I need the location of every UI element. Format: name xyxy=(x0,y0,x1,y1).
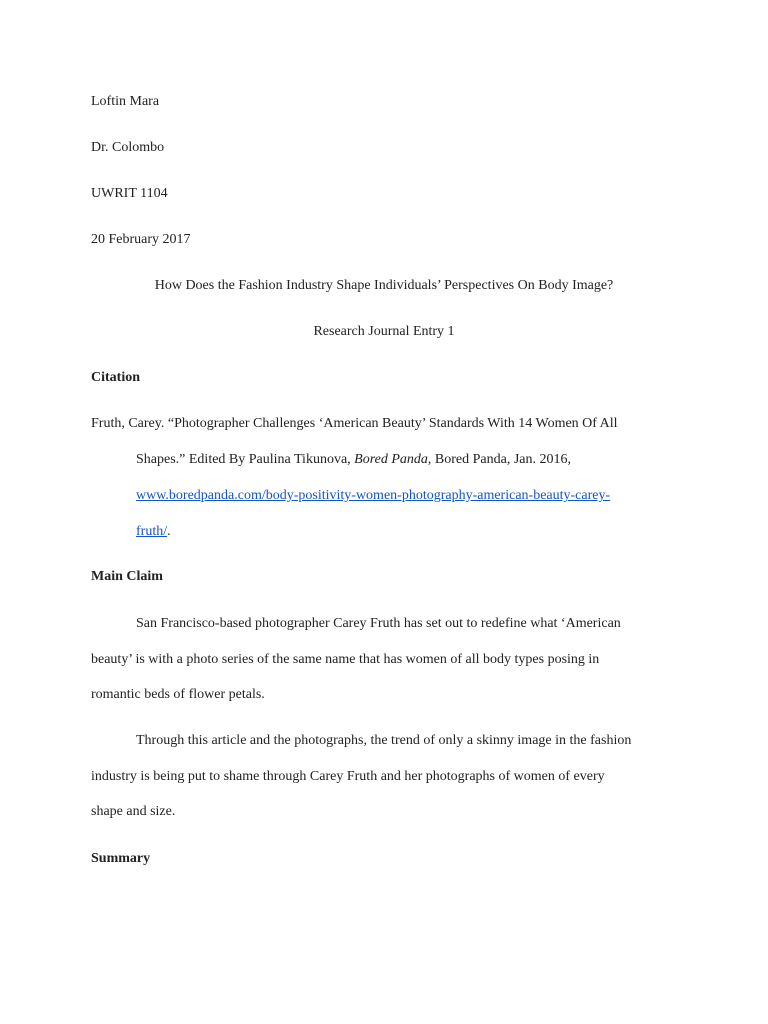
instructor-name: Dr. Colombo xyxy=(91,140,165,155)
citation-edited-by: Shapes.” Edited By Paulina Tikunova, xyxy=(136,452,355,467)
citation-url-line-1 xyxy=(136,487,610,505)
course-code: UWRIT 1104 xyxy=(91,186,168,201)
citation-url-line-2 xyxy=(136,523,171,541)
paragraph-line: shape and size. xyxy=(91,804,176,819)
summary-heading: Summary xyxy=(91,851,151,866)
document-subtitle: Research Journal Entry 1 xyxy=(313,324,455,339)
document-date: 20 February 2017 xyxy=(91,232,191,247)
citation-line-1: Fruth, Carey. “Photographer Challenges ‘American Beauty’ Standards With 14 Women Of All xyxy=(91,416,618,431)
paragraph-line: industry is being put to shame through Carey Fruth and her photographs of women of every xyxy=(91,769,605,784)
citation-publisher-date: , Bored Panda, Jan. 2016, xyxy=(427,452,572,467)
paragraph-line: San Francisco-based photographer Carey Fruth has set out to redefine what ‘American xyxy=(136,616,621,631)
document-title: How Does the Fashion Industry Shape Individuals’ Perspectives On Body Image? xyxy=(154,278,614,293)
citation-url-link[interactable]: www.boredpanda.com/body-positivity-women-photography-american-beauty-carey- xyxy=(136,488,611,503)
main-claim-heading: Main Claim xyxy=(91,569,163,584)
author-name: Loftin Mara xyxy=(91,94,160,109)
citation-url-link-continued[interactable]: fruth/ xyxy=(136,524,168,539)
citation-heading: Citation xyxy=(91,370,140,385)
paragraph-line: romantic beds of flower petals. xyxy=(91,687,265,702)
citation-line-2 xyxy=(136,451,571,469)
publication-title: Bored Panda xyxy=(354,452,428,467)
citation-end-period: . xyxy=(167,524,171,539)
paragraph-line: Through this article and the photographs, the trend of only a skinny image in the fashion xyxy=(136,733,632,748)
paragraph-line: beauty’ is with a photo series of the same name that has women of all body types posing in xyxy=(91,652,600,667)
